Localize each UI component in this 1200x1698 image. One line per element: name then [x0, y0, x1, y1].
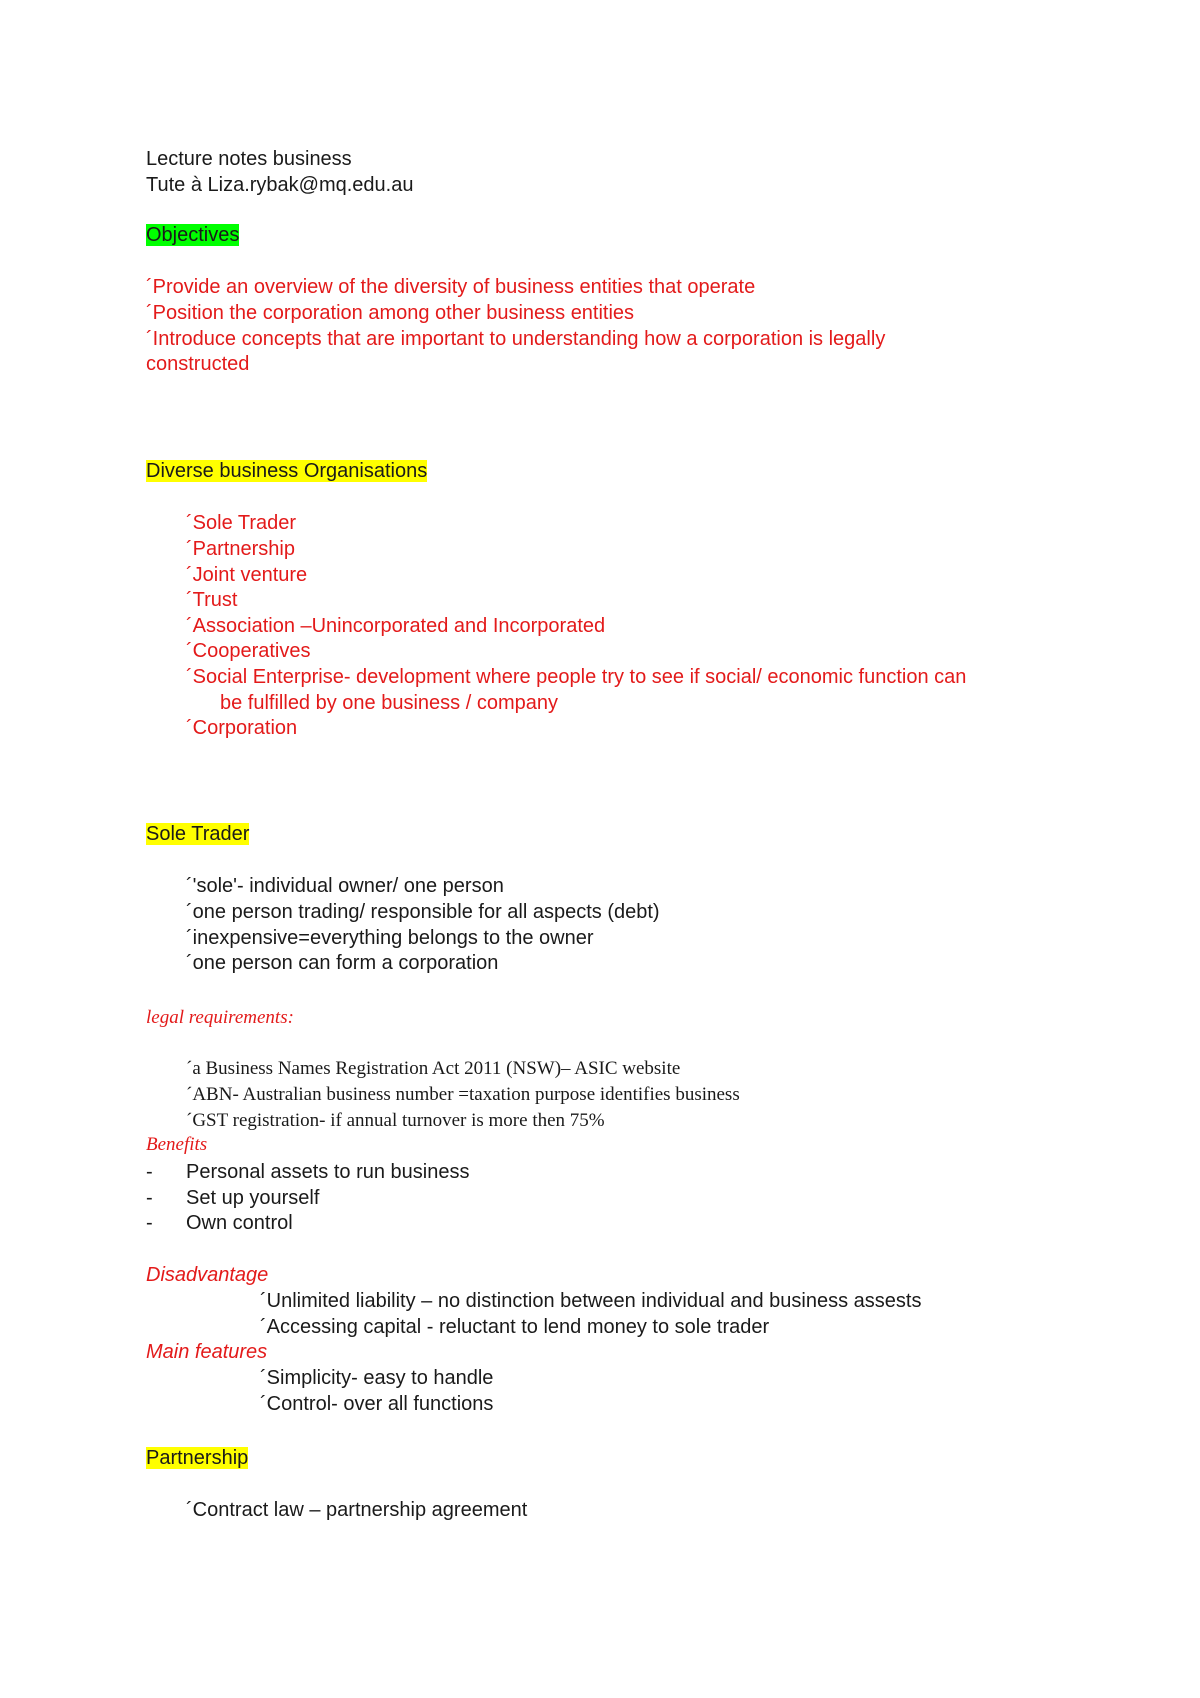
sole-trader-item: ´one person trading/ responsible for all aspects (debt) — [186, 901, 660, 923]
diverse-heading-text: Diverse business Organisations — [146, 460, 428, 482]
benefit-text: Own control — [186, 1212, 293, 1234]
partnership-heading — [146, 1445, 248, 1471]
tute-contact: Tute à Liza.rybak@mq.edu.au — [146, 174, 414, 196]
legal-item: ´GST registration- if annual turnover is more then 75% — [186, 1110, 605, 1131]
diverse-item: ´Corporation — [186, 717, 298, 739]
diverse-item-continuation: be fulfilled by one business / company — [220, 692, 558, 714]
diverse-heading — [146, 458, 427, 484]
sole-trader-heading-text: Sole Trader — [146, 823, 250, 845]
list-dash: - — [146, 1161, 153, 1183]
benefit-text: Personal assets to run business — [186, 1161, 470, 1183]
legal-item: ´ABN- Australian business number =taxation purpose identifies business — [186, 1084, 740, 1105]
benefit-item — [146, 1185, 319, 1211]
objectives-heading-text: Objectives — [146, 224, 240, 246]
objective-item: ´Provide an overview of the diversity of business entities that operate — [146, 276, 756, 298]
main-features-heading: Main features — [146, 1341, 268, 1363]
sole-trader-heading — [146, 821, 249, 847]
benefits-heading: Benefits — [146, 1134, 208, 1155]
diverse-item: ´Trust — [186, 589, 238, 611]
diverse-item: ´Social Enterprise- development where people try to see if social/ economic function can — [186, 666, 967, 688]
partnership-item: ´Contract law – partnership agreement — [186, 1499, 528, 1521]
benefit-item — [146, 1159, 470, 1185]
sole-trader-item: ´inexpensive=everything belongs to the owner — [186, 927, 594, 949]
diverse-item: ´Association –Unincorporated and Incorporated — [186, 615, 606, 637]
diverse-item: ´Sole Trader — [186, 512, 297, 534]
benefit-item — [146, 1210, 293, 1236]
disadvantage-item: ´Unlimited liability – no distinction between individual and business assests — [260, 1290, 922, 1312]
diverse-item: ´Cooperatives — [186, 640, 311, 662]
feature-item: ´Control- over all functions — [260, 1393, 494, 1415]
diverse-item: ´Partnership — [186, 538, 295, 560]
list-dash: - — [146, 1212, 153, 1234]
sole-trader-item: ´'sole'- individual owner/ one person — [186, 875, 504, 897]
objective-item: ´Position the corporation among other business entities — [146, 302, 635, 324]
list-dash: - — [146, 1187, 153, 1209]
feature-item: ´Simplicity- easy to handle — [260, 1367, 494, 1389]
objective-item-continuation: constructed — [146, 353, 250, 375]
legal-requirements-heading: legal requirements: — [146, 1007, 294, 1028]
objective-item: ´Introduce concepts that are important to understanding how a corporation is legally — [146, 328, 886, 350]
document-title: Lecture notes business — [146, 148, 352, 170]
sole-trader-item: ´one person can form a corporation — [186, 952, 499, 974]
objectives-heading — [146, 222, 239, 248]
diverse-item: ´Joint venture — [186, 564, 308, 586]
disadvantage-heading: Disadvantage — [146, 1264, 269, 1286]
disadvantage-item: ´Accessing capital - reluctant to lend money to sole trader — [260, 1316, 770, 1338]
benefit-text: Set up yourself — [186, 1187, 320, 1209]
legal-item: ´a Business Names Registration Act 2011 (NSW)– ASIC website — [186, 1058, 681, 1079]
partnership-heading-text: Partnership — [146, 1447, 249, 1469]
